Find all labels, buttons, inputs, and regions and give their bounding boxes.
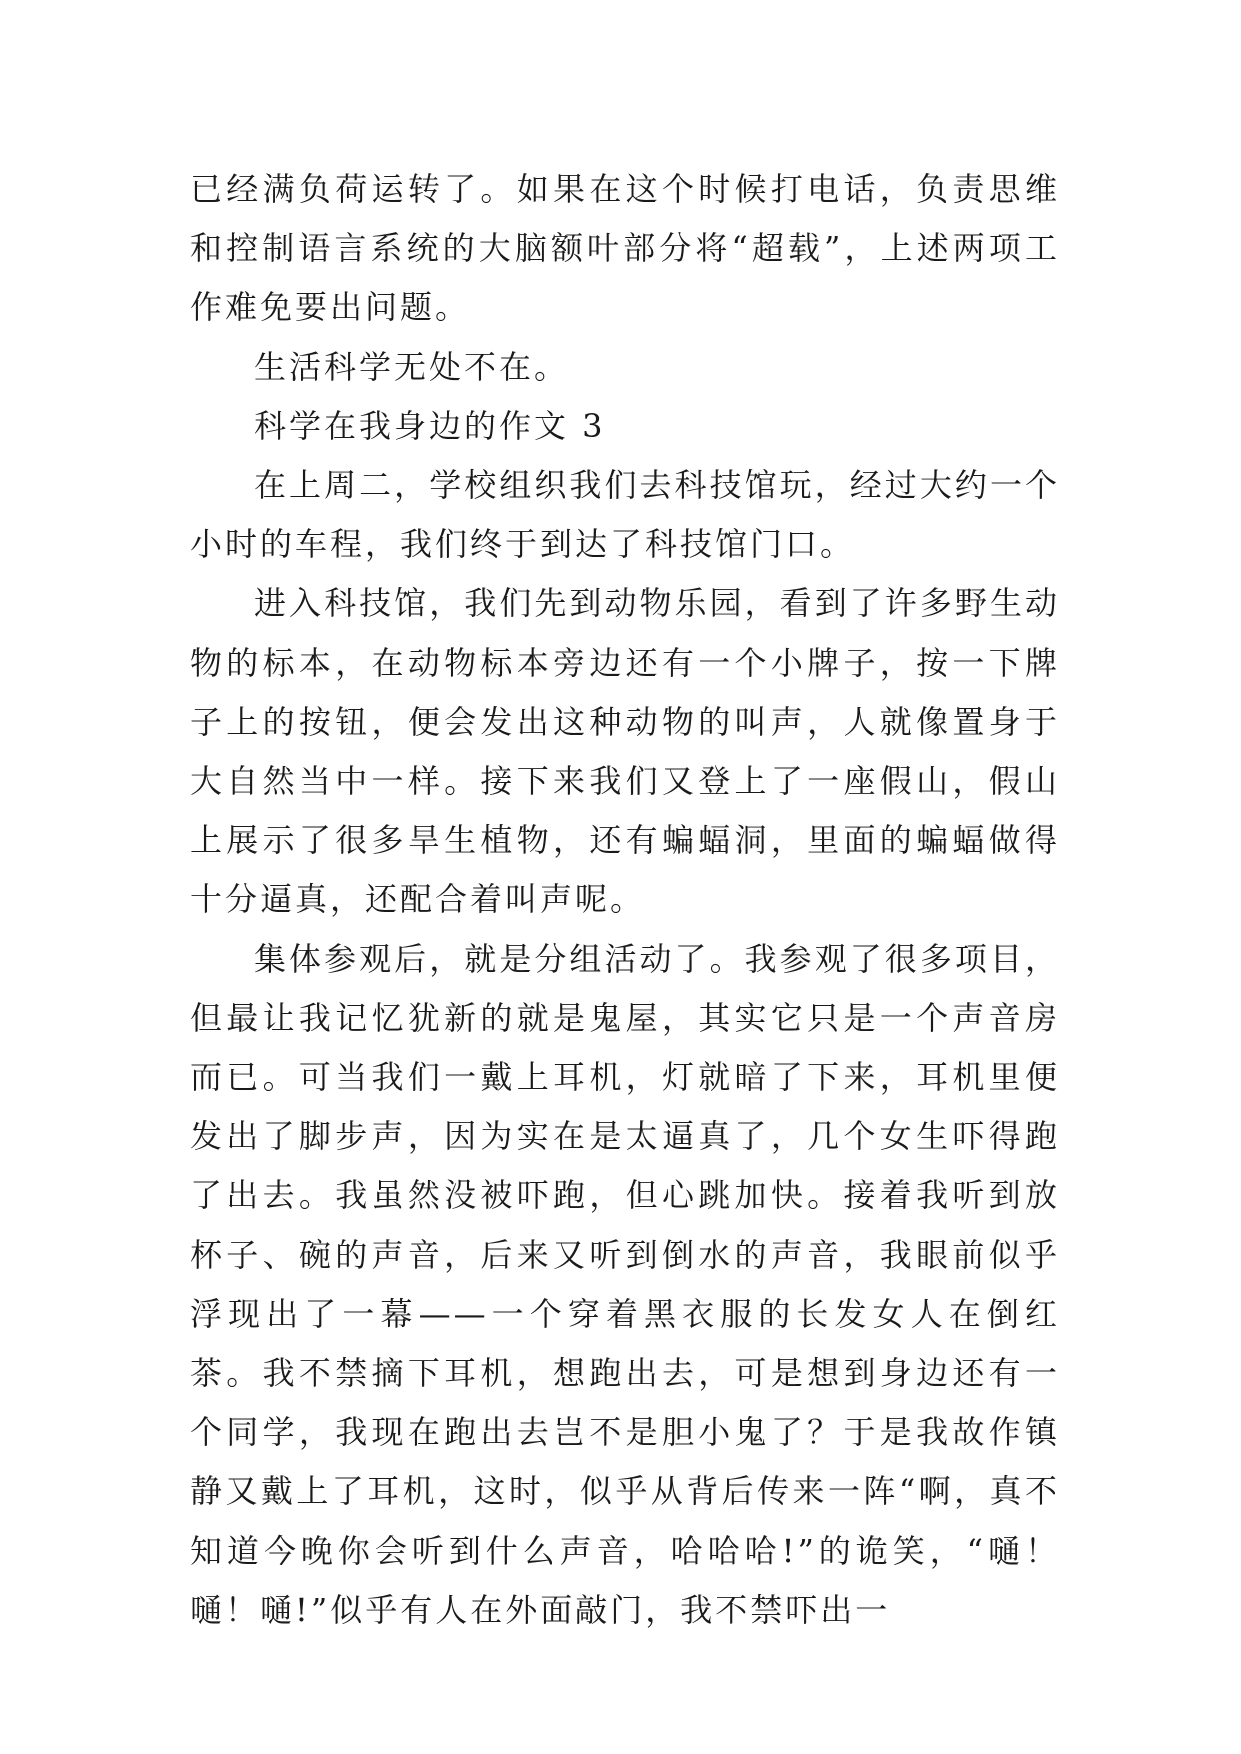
document-body <box>190 160 1060 1640</box>
paragraph-arrival: 在上周二，学校组织我们去科技馆玩，经过大约一个小时的车程，我们终于到达了科技馆门口。 <box>190 466 1060 564</box>
paragraph-animal-park: 进入科技馆，我们先到动物乐园，看到了许多野生动物的标本，在动物标本旁边还有一个小牌子，按一下牌子上的按钮，便会发出这种动物的叫声，人就像置身于大自然当中一样。接下来我们又登上了一座假山，假山上展示了很多旱生植物，还有蝙蝠洞，里面的蝙蝠做得十分逼真，还配合着叫声呢。 <box>190 584 1060 919</box>
essay-title: 科学在我身边的作文 3 <box>254 406 606 445</box>
paragraph-haunted-house: 集体参观后，就是分组活动了。我参观了很多项目，但最让我记忆犹新的就是鬼屋，其实它只是一个声音房而已。可当我们一戴上耳机，灯就暗了下来，耳机里便发出了脚步声，因为实在是太逼真了，几个女生吓得跑了出去。我虽然没被吓跑，但心跳加快。接着我听到放杯子、碗的声音，后来又听到倒水的声音，我眼前似乎浮现出了一幕——一个穿着黑衣服的长发女人在倒红茶。我不禁摘下耳机，想跑出去，可是想到身边还有一个同学，我现在跑出去岂不是胆小鬼了？于是我故作镇静又戴上了耳机，这时，似乎从背后传来一阵“啊，真不知道今晚你会听到什么声音，哈哈哈!”的诡笑，“嗵！嗵！嗵!”似乎有人在外面敲门，我不禁吓出一 <box>190 939 1060 1629</box>
paragraph-continuation: 已经满负荷运转了。如果在这个时候打电话，负责思维和控制语言系统的大脑额叶部分将“超载”，上述两项工作难免要出问题。 <box>190 170 1060 327</box>
paragraph-summary: 生活科学无处不在。 <box>254 347 570 386</box>
